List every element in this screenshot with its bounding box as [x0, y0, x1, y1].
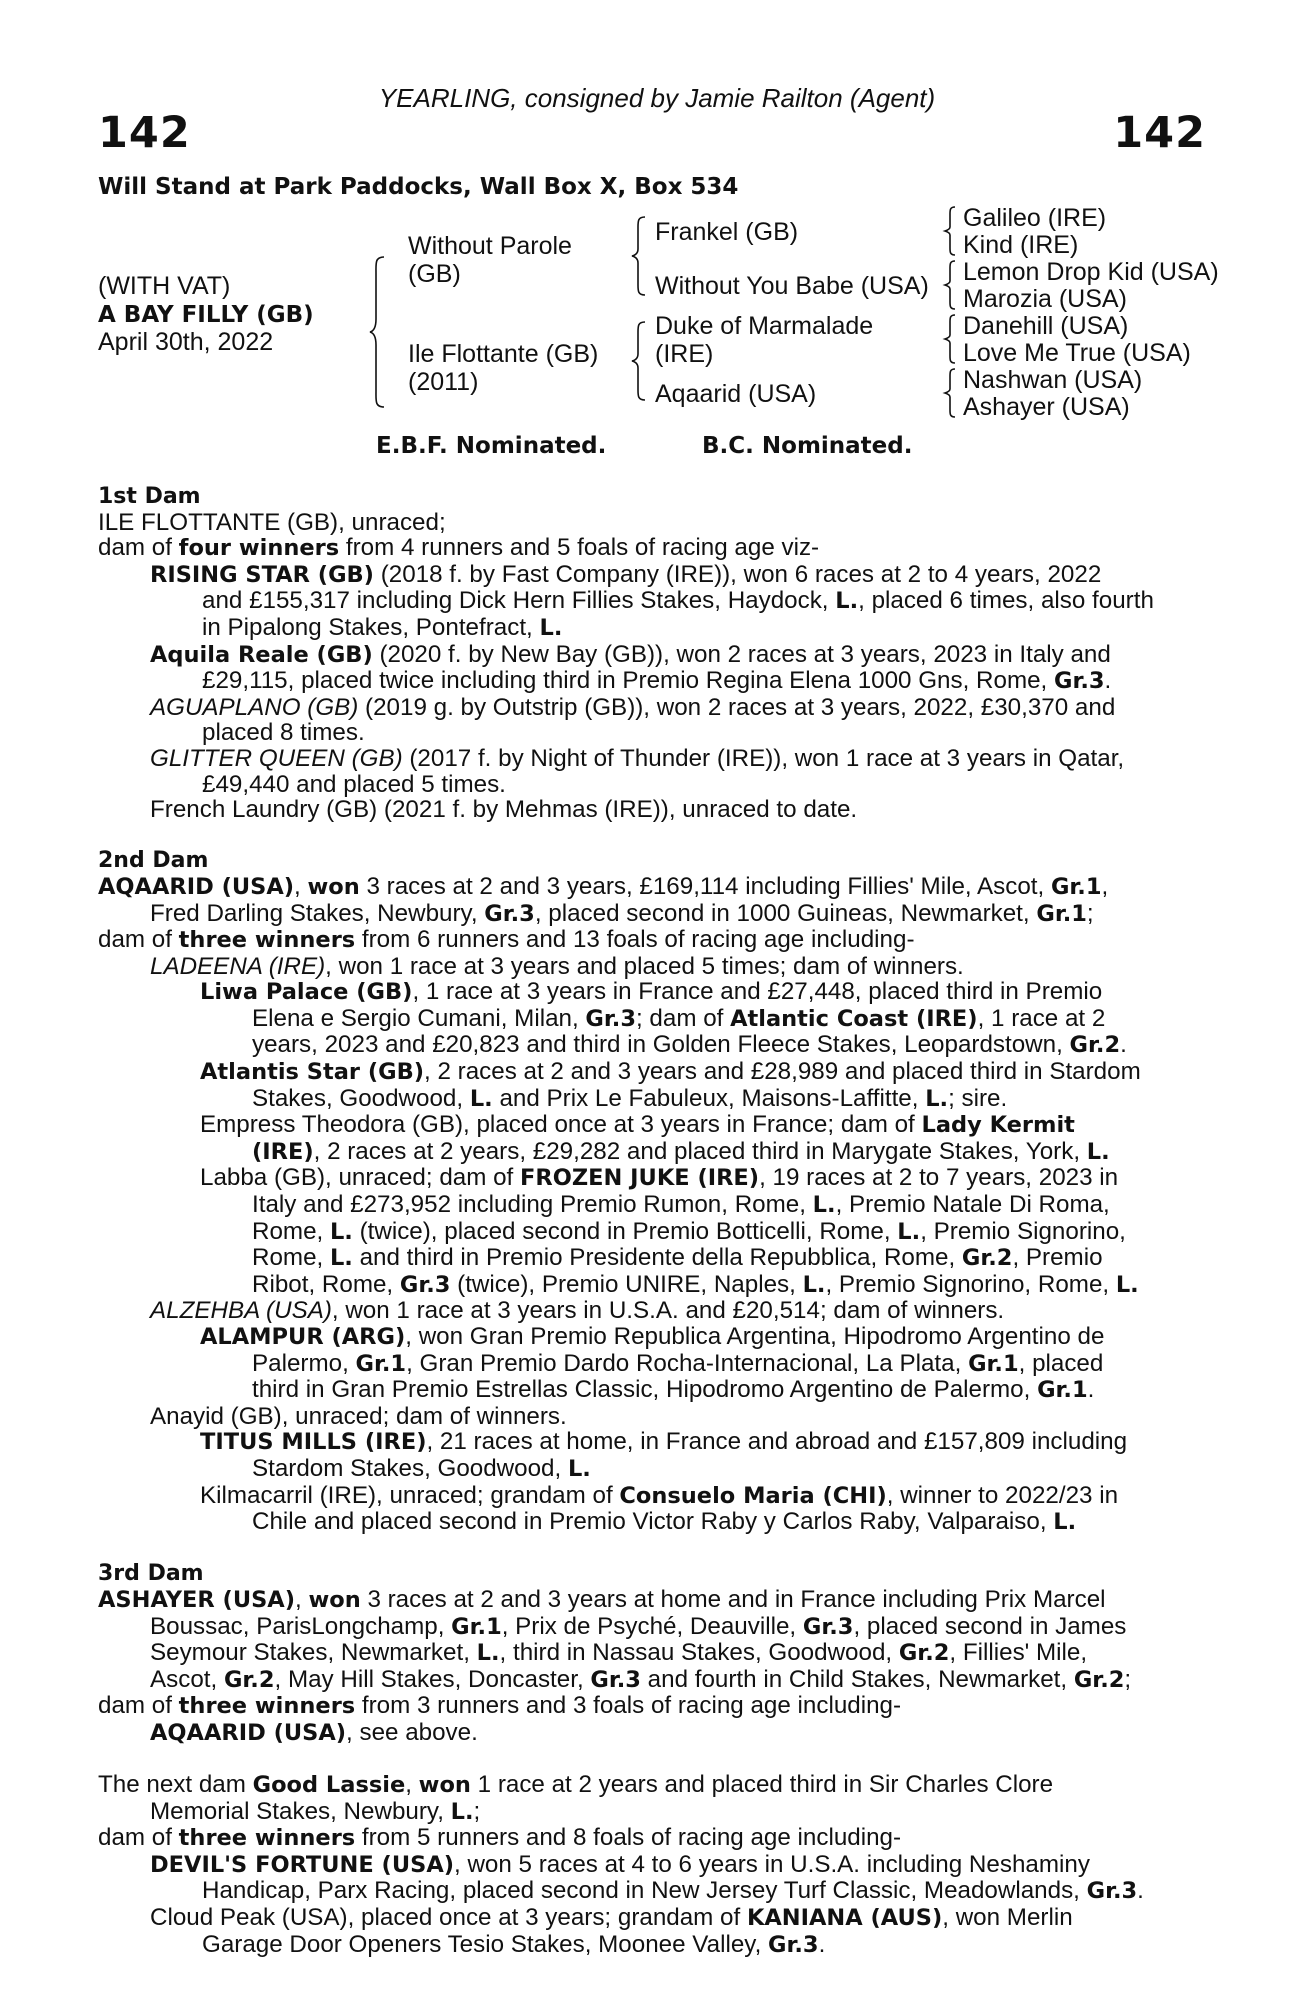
produce-labba: Labba (GB), unraced; dam of FROZEN JUKE (IRE), 19 races at 2 to 7 years, 2023 in Italy and £273,952 including Premio Rumon, Rome, L., Premio Natale Di Roma, Rome, L. (twice), placed second in Premio Botticelli, Rome, L., Premio Signorino, Rome, L. and third in Premio Presidente della Repubblica, Rome, Gr.2, Premio Ribot, Rome, Gr.3 (twice), Premio UNIRE, Naples, L., Premio Signorino, Rome, L. — [200, 1164, 1139, 1298]
produce-anayid: Anayid (GB), unraced; dam of winners. — [150, 1402, 567, 1430]
produce-aquila-reale: Aquila Reale (GB) (2020 f. by New Bay (GB)), won 2 races at 3 years, 2023 in Italy and £29,115, placed twice including third in Premio Regina Elena 1000 Gns, Rome, Gr.3. — [150, 640, 1112, 695]
produce-empress-theodora: Empress Theodora (GB), placed once at 3 years in France; dam of Lady Kermit (IRE), 2 races at 2 years, £29,282 and placed third in Marygate Stakes, York, L. — [200, 1111, 1110, 1165]
pedigree-g6: Love Me True (USA) — [963, 339, 1191, 367]
pedigree-g8: Ashayer (USA) — [963, 393, 1130, 421]
pedigree-sire-dam: Without You Babe (USA) — [655, 272, 929, 300]
pedigree-sire-country: (GB) — [408, 260, 461, 288]
pedigree-bracket-g2 — [945, 259, 959, 311]
pedigree-bracket-g4 — [945, 367, 959, 419]
third-dam-ashayer: ASHAYER (USA), won 3 races at 2 and 3 years at home and in France including Prix Marcel Boussac, ParisLongchamp, Gr.1, Prix de Psyché, Deauville, Gr.3, placed second in James Seymour Stakes, Newmarket, L., third in Nassau Stakes, Goodwood, Gr.2, Fillies' Mile, Ascot, Gr.2, May Hill Stakes, Doncaster, Gr.3 and fourth in Child Stakes, Newmarket, Gr.2; — [98, 1585, 1132, 1693]
lot-number-right: 142 — [1113, 108, 1206, 158]
produce-glitter-queen: GLITTER QUEEN (GB) (2017 f. by Night of Thunder (IRE)), won 1 race at 3 years in Qatar, £49,440 and placed 5 times. — [150, 744, 1125, 798]
lot-number-left: 142 — [98, 108, 191, 158]
produce-kilmacarril: Kilmacarril (IRE), unraced; grandam of Consuelo Maria (CHI), winner to 2022/23 in Chile and placed second in Premio Victor Raby y Carlos Raby, Valparaiso, L. — [200, 1481, 1119, 1536]
next-dam-produce-line: dam of three winners from 5 runners and 8 foals of racing age including- — [98, 1824, 902, 1852]
produce-alzehba: ALZEHBA (USA), won 1 race at 3 years in U.S.A. and £20,514; dam of winners. — [150, 1297, 1005, 1325]
second-dam-produce-line: dam of three winners from 6 runners and 13 foals of racing age including- — [98, 926, 915, 954]
pedigree-dam-dam: Aqaarid (USA) — [655, 380, 817, 408]
next-dam-good-lassie: The next dam Good Lassie, won 1 race at 2 years and placed third in Sir Charles Clore Memorial Stakes, Newbury, L.; — [98, 1771, 1054, 1825]
produce-devils-fortune: DEVIL'S FORTUNE (USA), won 5 races at 4 to 6 years in U.S.A. including Neshaminy Handicap, Parx Racing, placed second in New Jersey Turf Classic, Meadowlands, Gr.3. — [150, 1850, 1144, 1905]
second-dam-heading: 2nd Dam — [98, 848, 209, 874]
pedigree-g4: Marozia (USA) — [963, 285, 1127, 313]
pedigree-g3: Lemon Drop Kid (USA) — [963, 258, 1219, 286]
first-dam-heading: 1st Dam — [98, 484, 201, 509]
produce-atlantis-star: Atlantis Star (GB), 2 races at 2 and 3 years and £28,989 and placed third in Stardom Stakes, Goodwood, L. and Prix Le Fabuleux, Maisons-Laffitte, L.; sire. — [200, 1058, 1141, 1112]
produce-french-laundry: French Laundry (GB) (2021 f. by Mehmas (IRE)), unraced to date. — [150, 796, 858, 824]
produce-aguaplano: AGUAPLANO (GB) (2019 g. by Outstrip (GB)), won 2 races at 3 years, 2022, £30,370 and placed 8 times. — [150, 693, 1116, 747]
produce-aqaarid-ref: AQAARID (USA), see above. — [150, 1718, 478, 1746]
pedigree-sire-sire: Frankel (GB) — [655, 218, 799, 246]
foaled-date: April 30th, 2022 — [98, 328, 274, 356]
pedigree-bracket-main — [370, 255, 390, 410]
pedigree-g5: Danehill (USA) — [963, 312, 1129, 340]
pedigree-dam-sire: Duke of Marmalade — [655, 312, 874, 340]
produce-liwa-palace: Liwa Palace (GB), 1 race at 3 years in France and £27,448, placed third in Premio Elena e Sergio Cumani, Milan, Gr.3; dam of Atlantic Coast (IRE), 1 race at 2 years, 2023 and £20,823 and third in Golden Fleece Stakes, Leopardstown, Gr.2. — [200, 978, 1127, 1059]
pedigree-dam: Ile Flottante (GB) — [408, 340, 599, 368]
ebf-nomination: E.B.F. Nominated. — [376, 433, 607, 459]
bc-nomination: B.C. Nominated. — [702, 433, 913, 459]
first-dam-line: ILE FLOTTANTE (GB), unraced; — [98, 508, 446, 536]
produce-alampur: ALAMPUR (ARG), won Gran Premio Republica Argentina, Hipodromo Argentino de Palermo, Gr.1, Gran Premio Dardo Rocha-Internacional, La Plata, Gr.1, placed third in Gran Premio Estrellas Classic, Hipodromo Argentino de Palermo, Gr.1. — [200, 1323, 1105, 1404]
produce-titus-mills: TITUS MILLS (IRE), 21 races at home, in France and abroad and £157,809 including Stardom Stakes, Goodwood, L. — [200, 1428, 1128, 1482]
pedigree-g7: Nashwan (USA) — [963, 366, 1143, 394]
pedigree-bracket-sire — [632, 215, 652, 297]
stand-location: Will Stand at Park Paddocks, Wall Box X, Box 534 — [98, 174, 739, 200]
produce-cloud-peak: Cloud Peak (USA), placed once at 3 years; grandam of KANIANA (AUS), won Merlin Garage Door Openers Tesio Stakes, Moonee Valley, Gr.3. — [150, 1904, 1073, 1958]
consignment-header: YEARLING, consigned by Jamie Railton (Agent) — [378, 83, 936, 113]
pedigree-bracket-dam — [632, 320, 652, 402]
pedigree-dam-sire-country: (IRE) — [655, 340, 714, 368]
pedigree-sire: Without Parole — [408, 232, 572, 260]
catalogue-body — [98, 484, 1202, 1958]
produce-ladeena: LADEENA (IRE), won 1 race at 3 years and placed 5 times; dam of winners. — [150, 952, 964, 980]
pedigree-bracket-g1 — [945, 205, 959, 257]
second-dam-aqaarid: AQAARID (USA), won 3 races at 2 and 3 years, £169,114 including Fillies' Mile, Ascot, Gr.1, Fred Darling Stakes, Newbury, Gr.3, placed second in 1000 Guineas, Newmarket, Gr.1; — [98, 872, 1109, 927]
third-dam-produce-line: dam of three winners from 3 runners and 3 foals of racing age including- — [98, 1692, 902, 1720]
pedigree-bracket-g3 — [945, 313, 959, 365]
horse-name: A BAY FILLY (GB) — [98, 302, 314, 328]
first-dam-produce-line: dam of four winners from 4 runners and 5 foals of racing age viz- — [98, 534, 820, 562]
pedigree-dam-year: (2011) — [408, 368, 479, 396]
pedigree-g2: Kind (IRE) — [963, 231, 1079, 259]
produce-rising-star: RISING STAR (GB) (2018 f. by Fast Company (IRE)), won 6 races at 2 to 4 years, 2022 and £155,317 including Dick Hern Fillies Stakes, Haydock, L., placed 6 times, also fourth in Pipalong Stakes, Pontefract, L. — [150, 560, 1154, 641]
vat-note: (WITH VAT) — [98, 272, 231, 300]
pedigree-g1: Galileo (IRE) — [963, 204, 1107, 232]
third-dam-heading: 3rd Dam — [98, 1561, 204, 1587]
